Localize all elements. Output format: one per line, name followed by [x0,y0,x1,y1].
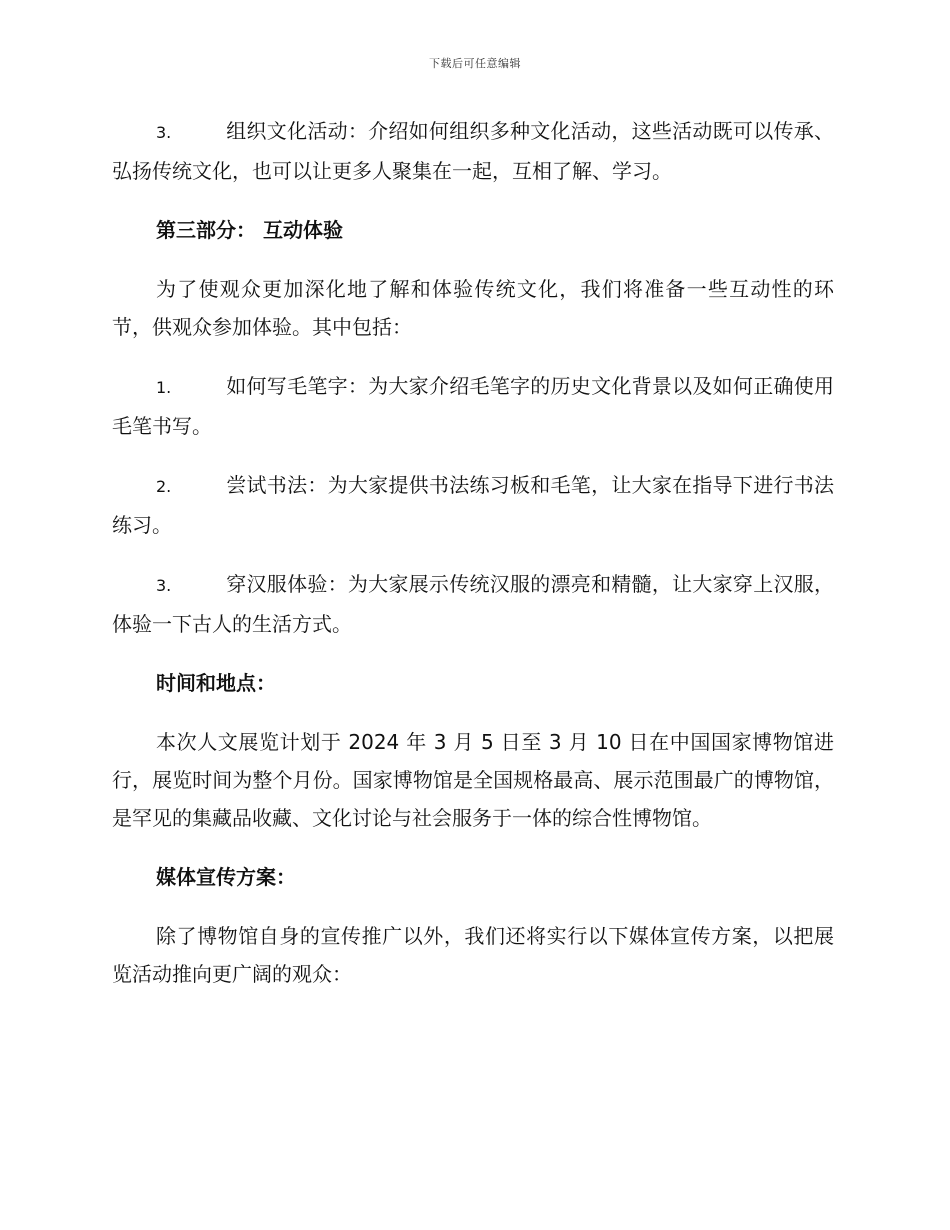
list-number: 1. [156,378,172,397]
section-heading-interactive: 第三部分： 互动体验 [156,218,343,242]
section-intro-paragraph: 为了使观众更加深化地了解和体验传统文化，我们将准备一些互动性的环节，供观众参加体验。其中包括： [112,277,834,339]
media-paragraph: 除了博物馆自身的宣传推广以外，我们还将实行以下媒体宣传方案，以把展览活动推向更广阔的观众： [112,924,834,986]
list-item-text: 如何写毛笔字：为大家介绍毛笔字的历史文化背景以及如何正确使用毛笔书写。 [112,374,834,438]
list-number: 3. [156,123,172,142]
list-item-text: 穿汉服体验：为大家展示传统汉服的漂亮和精髓，让大家穿上汉服，体验一下古人的生活方式。 [112,572,834,636]
list-item-text: 尝试书法：为大家提供书法练习板和毛笔，让大家在指导下进行书法练习。 [112,473,834,537]
list-number: 3. [156,576,172,595]
document-body [112,112,834,1014]
section-heading-media: 媒体宣传方案： [156,865,296,889]
list-item-hanfu-experience [112,565,834,643]
list-item-culture-activities [112,112,834,190]
list-item-text: 组织文化活动：介绍如何组织多种文化活动，这些活动既可以传承、弘扬传统文化，也可以让更多人聚集在一起，互相了解、学习。 [112,119,834,183]
section-heading-time-place: 时间和地点： [156,671,276,695]
header-note: 下载后可任意编辑 [429,57,521,70]
list-item-calligraphy-writing [112,367,834,445]
list-number: 2. [156,477,172,496]
list-item-calligraphy-practice [112,466,834,544]
time-place-paragraph: 本次人文展览计划于 2024 年 3 月 5 日至 3 月 10 日在中国国家博物馆进行，展览时间为整个月份。国家博物馆是全国规格最高、展示范围最广的博物馆，是罕见的集藏品收藏、文化讨论与社会服务于一体的综合性博物馆。 [112,730,834,830]
